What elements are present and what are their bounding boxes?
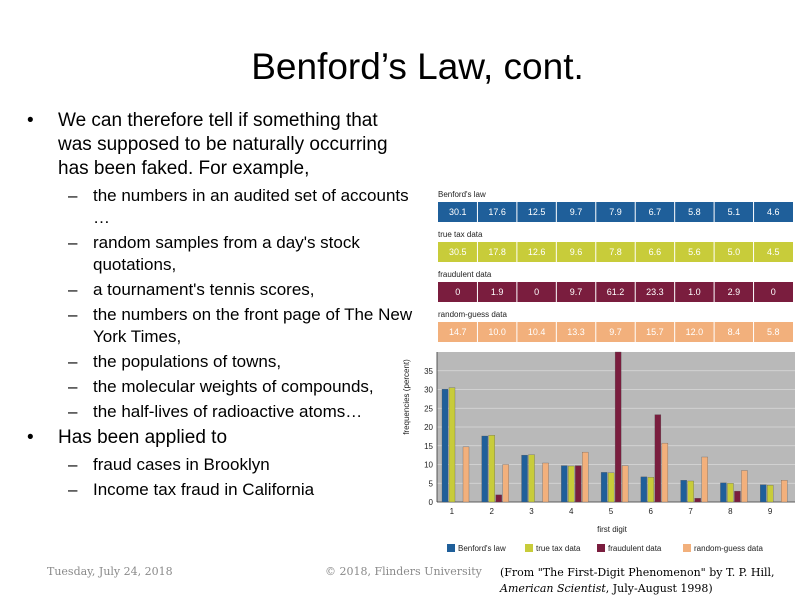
x-tick-label: 2 [489, 507, 494, 516]
bullet-list [22, 109, 413, 504]
bullet-item [22, 109, 407, 181]
dash-icon: – [68, 280, 78, 299]
table-value: 5.6 [688, 247, 701, 257]
bar [449, 388, 455, 502]
table-title: true tax data [438, 230, 483, 239]
legend-swatch [597, 544, 605, 552]
sub-bullet-item [22, 479, 407, 501]
sub-bullet-item [22, 185, 407, 229]
x-axis-label: first digit [597, 525, 627, 534]
sub-bullet-item [22, 304, 413, 348]
bar [615, 352, 621, 502]
x-tick-label: 6 [648, 507, 654, 516]
bar [767, 485, 773, 502]
bar [702, 457, 708, 502]
sub-bullet-item [22, 232, 407, 276]
table-value: 15.7 [646, 327, 664, 337]
table-value: 9.7 [569, 287, 583, 297]
bar [648, 477, 654, 502]
bullet-dot-icon: • [27, 110, 34, 131]
legend-label: fraudulent data [608, 544, 662, 553]
slide-title: Benford’s Law, cont. [251, 46, 584, 87]
bullet-item [22, 426, 407, 450]
y-tick-label: 35 [424, 366, 433, 376]
bar [601, 472, 607, 502]
table-value: 12.6 [527, 247, 546, 257]
bar [529, 455, 535, 502]
table-value: 13.3 [567, 327, 585, 337]
y-tick-label: 25 [424, 404, 433, 414]
bar [655, 415, 661, 502]
table-value: 5.8 [688, 207, 701, 217]
citation-journal: American Scientist [500, 582, 606, 595]
dash-icon: – [68, 480, 78, 499]
sub-bullet-text: the populations of towns, [93, 352, 282, 371]
sub-bullet-text: the half-lives of radioactive atoms… [93, 402, 363, 421]
citation-text: (From "The First-Digit Phenomenon" by T. P. Hill, [500, 566, 775, 579]
table-value: 7.9 [609, 207, 622, 217]
sub-bullet-text: fraud cases in Brooklyn [93, 455, 270, 474]
table-value: 6.7 [648, 207, 662, 217]
table-value: 0 [534, 287, 540, 297]
bullet-text: We can therefore tell if something that was supposed to be naturally occurring has been faked. For example, [58, 110, 388, 179]
footer-copyright: © 2018, Flinders University [325, 565, 482, 578]
table-value: 14.7 [448, 327, 467, 337]
dash-icon: – [68, 402, 78, 421]
x-tick-label: 7 [688, 507, 693, 516]
legend-swatch [447, 544, 455, 552]
table-value: 6.6 [648, 247, 662, 257]
sub-bullet-item [22, 454, 407, 476]
dash-icon: – [68, 377, 78, 396]
table-value: 17.6 [488, 207, 506, 217]
dash-icon: – [68, 305, 78, 324]
legend-label: true tax data [536, 544, 581, 553]
table-value: 2.9 [727, 287, 741, 297]
table-value: 7.8 [609, 247, 622, 257]
bar [727, 483, 733, 502]
benford-figure [395, 180, 800, 560]
table-value: 10.0 [488, 327, 506, 337]
bar [688, 481, 694, 502]
y-tick-label: 20 [424, 423, 433, 432]
bar [442, 389, 448, 502]
sub-bullet-item [22, 376, 407, 398]
dash-icon: – [68, 186, 78, 205]
table-title: fraudulent data [438, 270, 492, 279]
sub-bullet-item [22, 279, 407, 301]
table-value: 30.5 [448, 247, 467, 257]
bar [482, 436, 488, 502]
bar [734, 491, 740, 502]
table-title: random-guess data [438, 310, 507, 319]
sub-bullet-item [22, 351, 407, 373]
x-tick-label: 4 [568, 507, 574, 516]
bar [503, 465, 509, 503]
table-value: 61.2 [606, 287, 625, 297]
x-tick-label: 5 [608, 507, 614, 516]
bar [463, 447, 469, 502]
bar [496, 495, 502, 502]
bar [568, 466, 574, 502]
bar [543, 463, 549, 502]
sub-bullet-text: the molecular weights of compounds, [93, 377, 374, 396]
bar [695, 498, 701, 502]
table-value: 8.4 [727, 327, 741, 337]
sub-bullet-text: the numbers on the front page of The New York Times, [93, 305, 413, 346]
bar [720, 483, 726, 502]
x-tick-label: 1 [449, 507, 455, 516]
bar [641, 477, 647, 502]
bar [760, 485, 766, 502]
sub-bullet-text: the numbers in an audited set of accounts … [93, 186, 409, 227]
sub-bullet-text: random samples from a day's stock quotations, [93, 233, 360, 274]
legend-label: random-guess data [694, 544, 763, 553]
x-tick-label: 9 [767, 507, 773, 516]
legend-swatch [683, 544, 691, 552]
bar [582, 452, 588, 502]
bar [608, 473, 614, 502]
table-value: 12.5 [527, 207, 546, 217]
bar [522, 455, 528, 502]
y-tick-label: 10 [424, 460, 433, 470]
table-value: 5.1 [727, 207, 741, 217]
table-value: 17.8 [488, 247, 506, 257]
citation-date: , July-August 1998) [605, 582, 713, 595]
table-value: 4.6 [767, 207, 780, 217]
y-tick-label: 5 [428, 479, 433, 489]
sub-bullet-text: Income tax fraud in California [93, 480, 315, 499]
table-value: 12.0 [685, 327, 704, 337]
table-value: 1.0 [688, 287, 701, 297]
table-value: 5.8 [767, 327, 780, 337]
sub-bullet-item [22, 401, 407, 423]
sub-bullet-text: a tournament's tennis scores, [93, 280, 315, 299]
figure-citation [500, 565, 800, 597]
table-value: 0 [455, 287, 461, 297]
table-value: 9.6 [569, 247, 583, 257]
legend-label: Benford's law [458, 544, 506, 553]
footer-date: Tuesday, July 24, 2018 [47, 565, 173, 578]
table-value: 30.1 [448, 207, 467, 217]
legend-swatch [525, 544, 533, 552]
x-tick-label: 8 [728, 507, 733, 516]
dash-icon: – [68, 352, 78, 371]
table-value: 0 [770, 287, 776, 297]
bar [561, 466, 567, 502]
table-value: 5.0 [727, 247, 741, 257]
table-title: Benford's law [438, 190, 486, 199]
bullet-text: Has been applied to [58, 427, 228, 448]
y-tick-label: 30 [424, 385, 433, 395]
x-tick-label: 3 [529, 507, 534, 516]
bar [781, 480, 787, 502]
y-axis-label: frequencies (percent) [402, 359, 411, 435]
y-tick-label: 15 [424, 441, 433, 451]
table-value: 1.9 [490, 287, 504, 297]
dash-icon: – [68, 455, 78, 474]
bar [622, 466, 628, 502]
bullet-dot-icon: • [27, 427, 34, 448]
bar [662, 443, 668, 502]
bar [741, 471, 747, 503]
bar [489, 435, 495, 502]
bar [575, 466, 581, 502]
y-tick-label: 0 [428, 498, 433, 507]
table-value: 23.3 [646, 287, 664, 297]
table-value: 10.4 [527, 327, 546, 337]
bar [681, 480, 687, 502]
table-value: 9.7 [569, 207, 583, 217]
dash-icon: – [68, 233, 78, 252]
table-value: 9.7 [609, 327, 622, 337]
table-value: 4.5 [767, 247, 780, 257]
